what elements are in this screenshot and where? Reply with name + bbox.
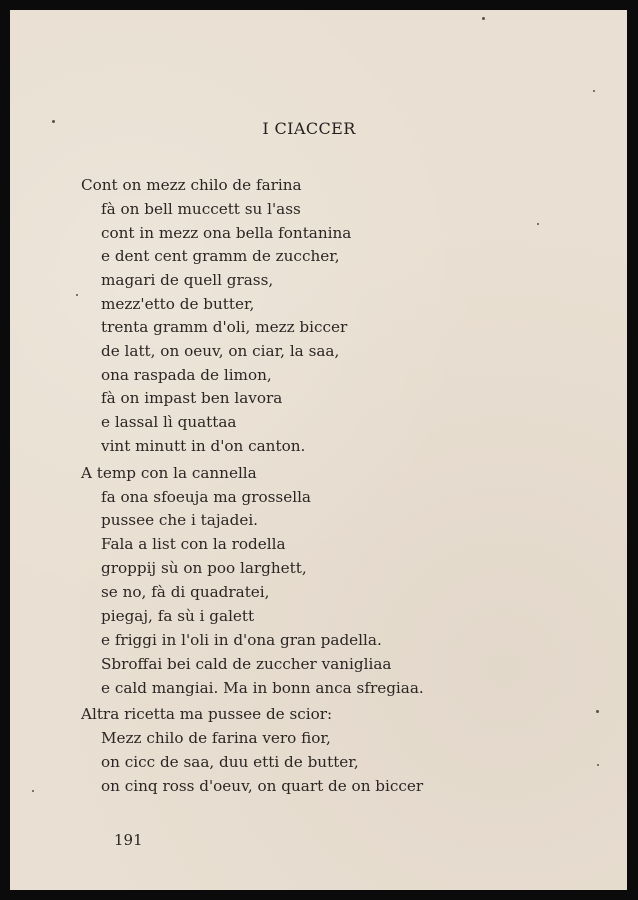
poem-line: e lassal lì quattaa	[101, 413, 237, 431]
paper-speck	[32, 790, 34, 792]
poem-line: groppij sù on poo larghett,	[101, 559, 307, 577]
poem-line: magari de quell grass,	[101, 271, 274, 289]
paper-speck	[596, 710, 599, 713]
paper-speck	[482, 17, 485, 20]
poem-line: se no, fà di quadratei,	[101, 583, 270, 601]
poem-line: trenta gramm d'oli, mezz biccer	[101, 318, 348, 336]
book-page	[10, 10, 627, 890]
poem-line: Cont on mezz chilo de farina	[81, 176, 302, 194]
poem-line: Altra ricetta ma pussee de scior:	[81, 705, 333, 723]
poem-line: on cinq ross d'oeuv, on quart de on biccer	[101, 777, 424, 795]
poem-line: Fala a list con la rodella	[101, 535, 286, 553]
paper-speck	[76, 294, 78, 296]
poem-line: mezz'etto de butter,	[101, 295, 255, 313]
paper-speck	[52, 120, 55, 123]
poem-line: fà on impast ben lavora	[101, 389, 283, 407]
poem-line: on cicc de saa, duu etti de butter,	[101, 753, 359, 771]
poem-line: e dent cent gramm de zuccher,	[101, 247, 340, 265]
poem-title: I CIACCER	[262, 119, 356, 138]
page-number: 191	[114, 831, 143, 849]
poem-line: Mezz chilo de farina vero fior,	[101, 729, 331, 747]
paper-speck	[593, 90, 595, 92]
poem-line: ona raspada de limon,	[101, 366, 272, 384]
poem-line: fà on bell muccett su l'ass	[101, 200, 301, 218]
poem-line: Sbroffai bei cald de zuccher vanigliaa	[101, 655, 392, 673]
paper-speck	[537, 223, 539, 225]
poem-line: A temp con la cannella	[81, 464, 257, 482]
poem-line: de latt, on oeuv, on ciar, la saa,	[101, 342, 340, 360]
poem-line: e friggi in l'oli in d'ona gran padella.	[101, 631, 382, 649]
poem-line: fa ona sfoeuja ma grossella	[101, 488, 311, 506]
poem-line: pussee che i tajadei.	[101, 511, 258, 529]
poem-line: cont in mezz ona bella fontanina	[101, 224, 352, 242]
poem-line: vint minutt in d'on canton.	[101, 437, 306, 455]
poem-body	[10, 10, 627, 890]
poem-line: e cald mangiai. Ma in bonn anca sfregiaa.	[101, 679, 424, 697]
poem-line: piegaj, fa sù i galett	[101, 607, 255, 625]
paper-speck	[597, 764, 599, 766]
